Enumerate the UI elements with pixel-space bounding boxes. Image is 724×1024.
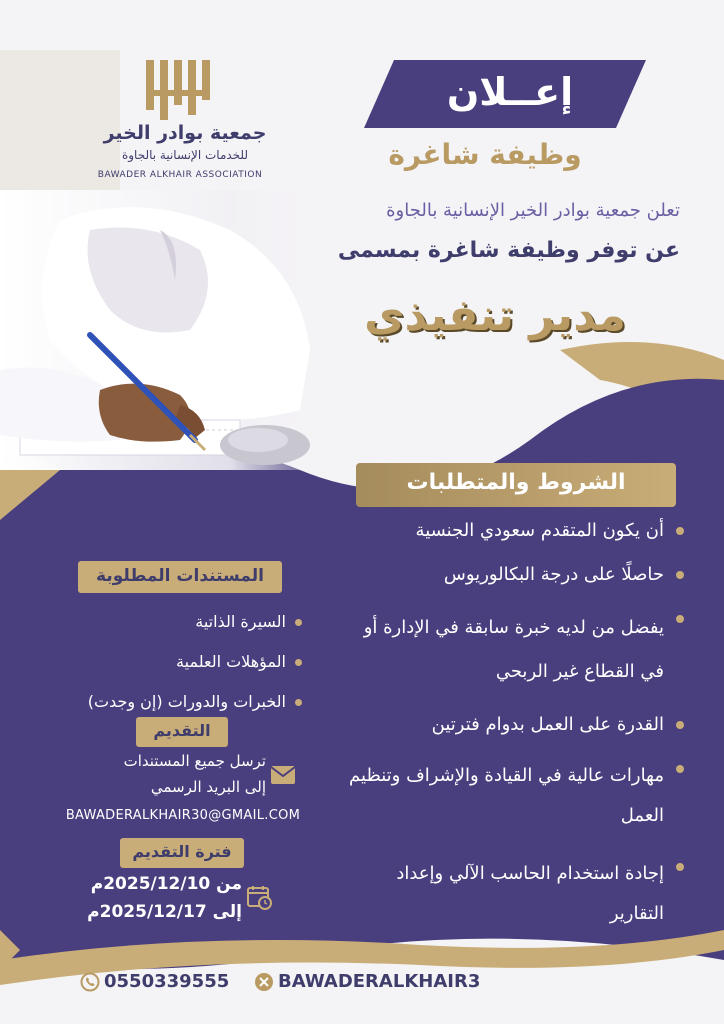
x-icon: [254, 972, 274, 992]
requirement-item: إجادة استخدام الحاسب الآلي وإعداد التقارير: [346, 854, 686, 934]
requirement-item: أن يكون المتقدم سعودي الجنسية: [346, 518, 686, 544]
announcement-label: إعــلان: [446, 70, 574, 114]
calendar-icon: [246, 884, 272, 910]
requirement-item: مهارات عالية في القيادة والإشراف وتنظيم العمل: [346, 756, 686, 836]
period-from: من 2025/12/10م: [90, 874, 242, 894]
apply-line-2: إلى البريد الرسمي: [150, 778, 266, 796]
document-item: السيرة الذاتية: [60, 602, 304, 642]
bullet-icon: [676, 863, 684, 871]
bullet-icon: [295, 699, 302, 706]
vacancy-title: وظيفة شاغرة: [388, 138, 582, 171]
requirement-item: يفضل من لديه خبرة سابقة في الإدارة أو في القطاع غير الربحي: [346, 606, 686, 694]
documents-title: المستندات المطلوبة: [96, 566, 264, 586]
intro-line-2: عن توفر وظيفة شاغرة بمسمى: [337, 238, 680, 263]
email-address[interactable]: BAWADERALKHAIR30@GMAIL.COM: [65, 808, 301, 823]
bullet-icon: [676, 765, 684, 773]
requirement-item: حاصلًا على درجة البكالوريوس: [346, 562, 686, 588]
document-item: المؤهلات العلمية: [60, 642, 304, 682]
job-title: مدير تنفيذي: [364, 290, 626, 341]
requirements-title: الشروط والمتطلبات: [406, 470, 626, 495]
document-item: الخبرات والدورات (إن وجدت): [60, 682, 304, 722]
period-title: فترة التقديم: [132, 842, 232, 861]
requirements-list: [346, 518, 686, 934]
bullet-icon: [676, 615, 684, 623]
logo-english-name: BAWADER ALKHAIR ASSOCIATION: [97, 170, 263, 180]
logo-name: جمعية بوادر الخير: [103, 122, 267, 144]
whatsapp-icon: [80, 972, 100, 992]
logo-mark-icon: [140, 55, 220, 125]
logo-subtitle: للخدمات الإنسانية بالجاوة: [121, 148, 249, 162]
intro-line-1: تعلن جمعية بوادر الخير الإنسانية بالجاوة: [386, 200, 680, 221]
social-handle[interactable]: BAWADERALKHAIR3: [278, 971, 481, 992]
bullet-icon: [676, 721, 684, 729]
apply-line-1: ترسل جميع المستندات: [123, 752, 266, 770]
phone-number[interactable]: 0550339555: [104, 971, 230, 992]
documents-list: [60, 602, 304, 722]
requirement-item: القدرة على العمل بدوام فترتين: [346, 712, 686, 738]
bullet-icon: [295, 619, 302, 626]
apply-title: التقديم: [153, 721, 211, 740]
writing-hand-illustration: [0, 190, 330, 470]
bullet-icon: [295, 659, 302, 666]
period-to: إلى 2025/12/17م: [87, 902, 242, 922]
bullet-icon: [676, 571, 684, 579]
bullet-icon: [676, 527, 684, 535]
mail-icon: [270, 765, 296, 785]
